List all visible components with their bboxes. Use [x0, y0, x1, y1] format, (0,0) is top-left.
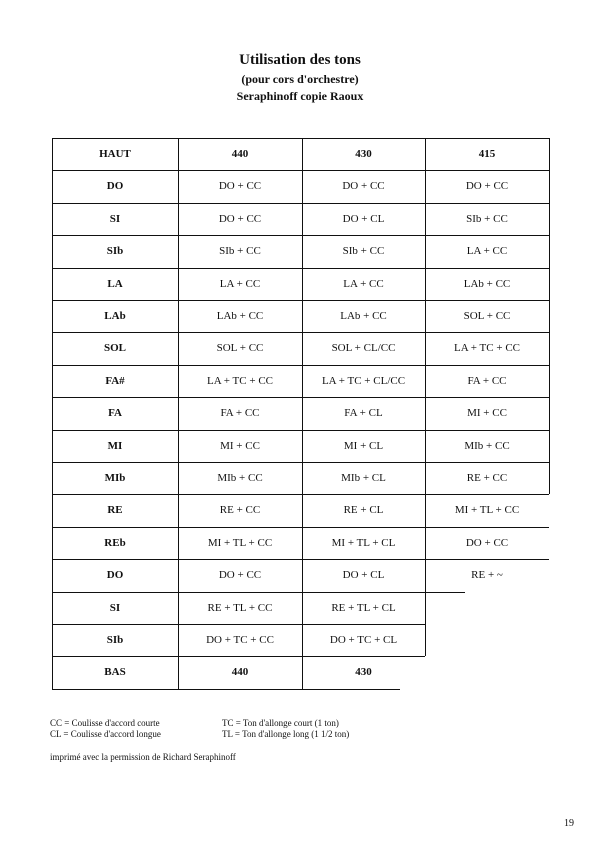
legend-tl: TL = Ton d'allonge long (1 1/2 ton): [222, 729, 350, 739]
table-cell: DO + CC: [465, 537, 509, 549]
table-cell: BAS: [104, 666, 126, 678]
table-cell: LA + TC + CL/CC: [321, 375, 406, 387]
table-cell: LAb + CC: [216, 310, 264, 322]
table-cell: SOL + CC: [463, 310, 511, 322]
page-number: 19: [564, 818, 574, 829]
table-cell: LAb + CC: [340, 310, 387, 322]
table-cell: DO + CL: [342, 569, 385, 581]
table-cell: SIb: [106, 634, 124, 646]
table-cell: LAb: [104, 310, 126, 322]
table-cell: MI + CC: [220, 440, 260, 452]
table-cell: RE + CC: [466, 472, 508, 484]
table-cell: FA#: [105, 375, 125, 387]
table-cell: LA + CC: [219, 278, 261, 290]
table-cell: LA: [107, 278, 123, 290]
table-cell: REb: [104, 537, 126, 549]
table-cell: MIb + CL: [341, 472, 386, 484]
table-cell: SIb: [106, 245, 124, 257]
table-cell: DO + CC: [218, 213, 262, 225]
permission-note: imprimé avec la permission de Richard Seraphinoff: [50, 752, 236, 762]
table-cell: MI + TL + CC: [454, 504, 520, 516]
table-cell: MIb: [104, 472, 126, 484]
table-cell: DO: [106, 569, 124, 581]
table-cell: SOL + CL/CC: [331, 342, 396, 354]
table-cell: FA + CC: [467, 375, 507, 387]
table-cell: MI + TL + CL: [331, 537, 396, 549]
table-cell: SOL: [103, 342, 126, 354]
table-cell: MIb + CC: [464, 440, 510, 452]
table-cell: SIb + CC: [342, 245, 385, 257]
table-cell: DO + CC: [218, 569, 262, 581]
table-cell: 440: [231, 666, 249, 678]
table-cell: RE + TL + CC: [207, 602, 273, 614]
table-cell: MI + CC: [467, 407, 507, 419]
table-cell: DO + CL: [342, 213, 385, 225]
legend-tc: TC = Ton d'allonge court (1 ton): [222, 718, 339, 728]
table-cell: DO: [106, 180, 124, 192]
table-cell: LA + TC + CC: [207, 375, 273, 387]
table-cell: LAb + CC: [463, 278, 511, 290]
table-cell: FA: [108, 407, 122, 419]
table-cell: LA + CC: [343, 278, 384, 290]
table-cell: MIb + CC: [217, 472, 263, 484]
table-cell: MI: [107, 440, 123, 452]
table-cell: SIb + CC: [466, 213, 508, 225]
table-header-cell: 440: [231, 148, 249, 160]
table-cell: MI + CL: [343, 440, 384, 452]
table-cell: FA + CC: [220, 407, 260, 419]
table-cell: RE + TL + CL: [331, 602, 396, 614]
table-cell: RE: [107, 504, 123, 516]
table-header-cell: 430: [355, 148, 372, 160]
table-cell: DO + CC: [465, 180, 509, 192]
table-rule: [52, 689, 400, 690]
table-cell: MI + TL + CC: [207, 537, 273, 549]
table-cell: RE + ~: [471, 569, 503, 581]
table-cell: DO + TC + CC: [206, 634, 274, 646]
table-cell: RE + CC: [219, 504, 261, 516]
table-cell: DO + CC: [342, 180, 385, 192]
table-header-cell: HAUT: [99, 148, 131, 160]
table-cell: LA + TC + CC: [454, 342, 520, 354]
legend-cc: CC = Coulisse d'accord courte: [50, 718, 160, 728]
page-title: Utilisation des tons: [239, 52, 361, 68]
table-header-cell: 415: [478, 148, 496, 160]
table-cell: SOL + CC: [216, 342, 264, 354]
table-cell: SI: [109, 602, 121, 614]
table-cell: DO + CC: [218, 180, 262, 192]
table-cell: FA + CL: [344, 407, 383, 419]
table-cell: RE + CL: [343, 504, 384, 516]
table-cell: DO + TC + CL: [329, 634, 398, 646]
table-cell: LA + CC: [466, 245, 508, 257]
legend-cl: CL = Coulisse d'accord longue: [50, 729, 161, 739]
table-cell: SI: [109, 213, 121, 225]
table-rule: [549, 138, 550, 494]
table-cell: 430: [355, 666, 372, 678]
table-cell: SIb + CC: [219, 245, 261, 257]
page-subtitle: (pour cors d'orchestre): [241, 72, 359, 86]
page-author: Seraphinoff copie Raoux: [236, 89, 364, 103]
